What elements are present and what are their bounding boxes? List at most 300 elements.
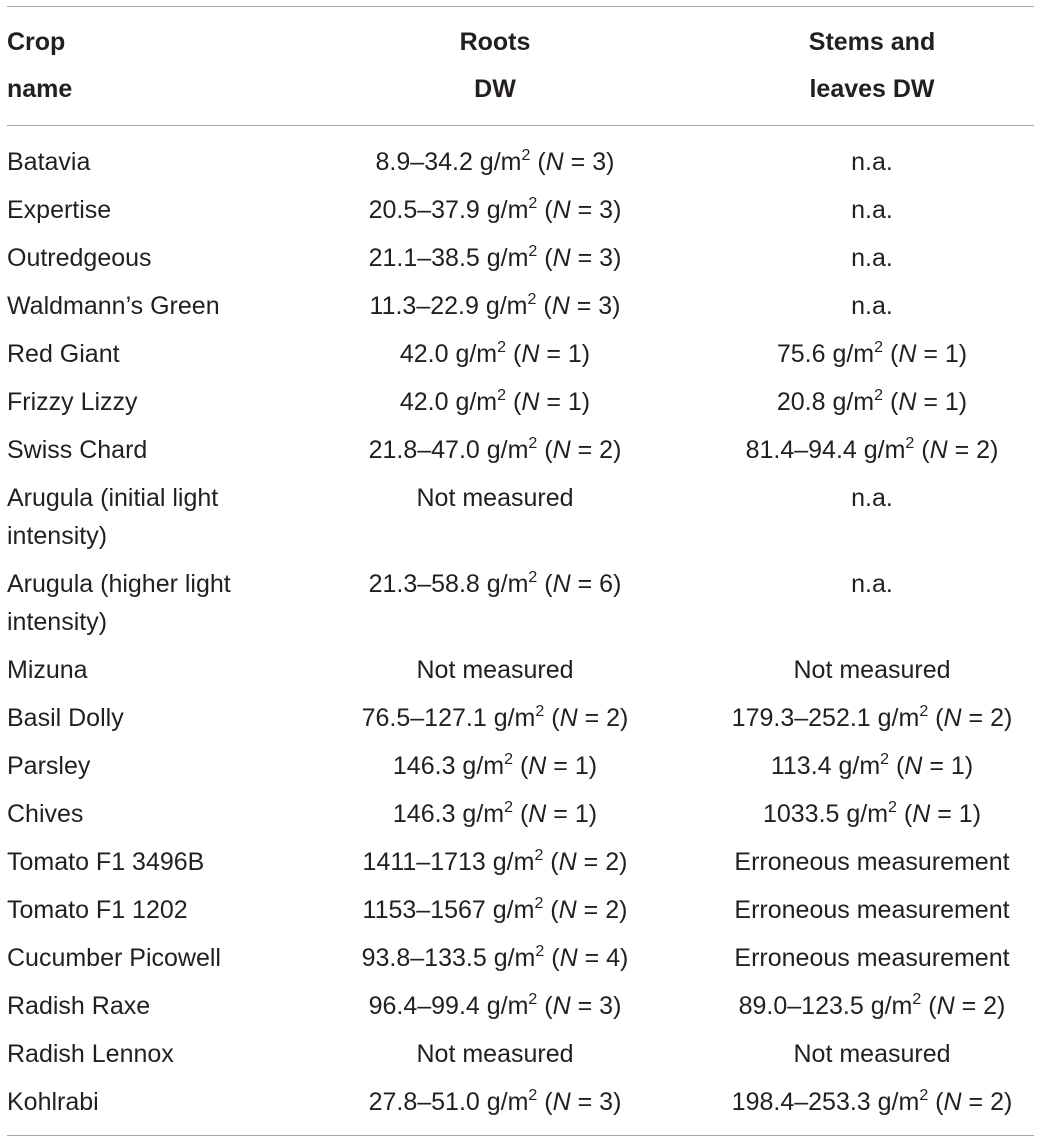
stems-value-text: 198.4–253.3 g/m: [731, 1088, 920, 1116]
paren-open: (: [921, 992, 937, 1020]
equals-sign: =: [930, 800, 959, 828]
paren-close: ): [613, 570, 622, 598]
sample-size-symbol: N: [521, 388, 540, 416]
sample-size-symbol: N: [559, 704, 578, 732]
paren-close: ): [964, 752, 974, 780]
equals-sign: =: [954, 992, 984, 1020]
cell-stems-leaves-dw: [710, 694, 1034, 742]
table-row: [7, 886, 1034, 934]
sample-size-symbol: N: [551, 292, 570, 320]
crop-name-line1: Arugula (higher light: [7, 570, 231, 598]
sample-size-value: 2: [990, 1088, 1004, 1116]
crop-name: Parsley: [7, 752, 91, 780]
roots-value-text: 146.3 g/m: [392, 800, 505, 828]
paren-close: ): [620, 704, 629, 732]
table-row: [7, 646, 1034, 694]
cell-crop-name: [7, 838, 280, 886]
sample-size-symbol: N: [552, 1088, 571, 1116]
paren-open: (: [506, 388, 522, 416]
stems-value-text: n.a.: [851, 148, 893, 176]
stems-value: [851, 196, 893, 224]
sample-size-value: 1: [958, 800, 973, 828]
crop-name: Frizzy Lizzy: [7, 388, 138, 416]
stems-value-text: n.a.: [851, 292, 893, 320]
roots-value: [363, 896, 628, 924]
table-row: [7, 934, 1034, 982]
roots-value-text: 21.8–47.0 g/m: [368, 436, 529, 464]
stems-value-text: n.a.: [851, 196, 893, 224]
unit-superscript: 2: [521, 147, 531, 164]
paren-open: (: [544, 944, 560, 972]
equals-sign: =: [916, 388, 945, 416]
sample-size-value: 1: [574, 800, 589, 828]
roots-value-text: 42.0 g/m: [399, 388, 498, 416]
cell-crop-name: [7, 186, 280, 234]
unit-superscript: 2: [919, 1087, 929, 1104]
roots-value-text: 76.5–127.1 g/m: [361, 704, 536, 732]
unit-superscript: 2: [528, 195, 538, 212]
sample-size-symbol: N: [552, 436, 571, 464]
crop-dry-weight-body: [7, 126, 1034, 1135]
cell-stems-leaves-dw: [710, 426, 1034, 474]
sample-size-symbol: N: [898, 388, 917, 416]
sample-size-value: 3: [599, 244, 614, 272]
stems-value-text: 1033.5 g/m: [762, 800, 889, 828]
header-roots-line2: DW: [474, 75, 516, 103]
sample-size-value: 4: [606, 944, 621, 972]
unit-superscript: 2: [912, 991, 922, 1008]
cell-stems-leaves-dw: [710, 790, 1034, 838]
paren-close: ): [588, 800, 598, 828]
paren-close: ): [581, 340, 591, 368]
sample-size-symbol: N: [559, 944, 578, 972]
header-crop-name: [7, 7, 280, 125]
paren-open: (: [530, 148, 546, 176]
unit-superscript: 2: [528, 991, 538, 1008]
paren-open: (: [889, 752, 905, 780]
paren-close: ): [613, 436, 622, 464]
paren-open: (: [883, 388, 899, 416]
cell-stems-leaves-dw: [710, 560, 1034, 646]
equals-sign: =: [570, 992, 600, 1020]
roots-value: [369, 1088, 622, 1116]
unit-superscript: 2: [888, 799, 897, 816]
stems-value-text: Erroneous measurement: [734, 896, 1010, 924]
table-row: [7, 330, 1034, 378]
stems-value-text: Not measured: [793, 656, 951, 684]
table-body: [7, 126, 1034, 1135]
cell-stems-leaves-dw: [710, 838, 1034, 886]
roots-value: [416, 1040, 573, 1068]
sample-size-symbol: N: [521, 340, 540, 368]
sample-size-symbol: N: [528, 800, 547, 828]
crop-name: Mizuna: [7, 656, 88, 684]
stems-value-text: n.a.: [851, 244, 893, 272]
equals-sign: =: [961, 1088, 991, 1116]
roots-value: [363, 848, 628, 876]
cell-crop-name: [7, 126, 280, 186]
equals-sign: =: [570, 196, 600, 224]
crop-name: Tomato F1 3496B: [7, 848, 205, 876]
paren-open: (: [914, 436, 930, 464]
crop-name: Radish Raxe: [7, 992, 151, 1020]
stems-value: [734, 896, 1009, 924]
crop-name: Outredgeous: [7, 244, 152, 272]
stems-value-text: n.a.: [851, 484, 893, 512]
crop-name: Swiss Chard: [7, 436, 148, 464]
sample-size-value: 2: [606, 704, 621, 732]
crop-name: Tomato F1 1202: [7, 896, 188, 924]
table-row: [7, 474, 1034, 560]
table-row: [7, 790, 1034, 838]
roots-value: [376, 148, 615, 176]
equals-sign: =: [577, 944, 607, 972]
cell-roots-dw: [280, 186, 710, 234]
roots-value-text: 146.3 g/m: [392, 752, 505, 780]
paren-open: (: [537, 1088, 553, 1116]
stems-value: [851, 570, 893, 598]
equals-sign: =: [922, 752, 951, 780]
paren-close: ): [619, 848, 628, 876]
roots-value: [362, 944, 629, 972]
crop-name-line2: intensity): [7, 522, 108, 550]
crop-name: Waldmann’s Green: [7, 292, 220, 320]
cell-stems-leaves-dw: [710, 646, 1034, 694]
cell-crop-name: [7, 646, 280, 694]
sample-size-symbol: N: [552, 570, 571, 598]
cell-roots-dw: [280, 126, 710, 186]
stems-value: [777, 388, 967, 416]
cell-crop-name: [7, 560, 280, 646]
stems-value: [734, 944, 1009, 972]
cell-crop-name: [7, 234, 280, 282]
crop-name: Red Giant: [7, 340, 120, 368]
paren-close: ): [613, 1088, 622, 1116]
sample-size-value: 3: [599, 992, 614, 1020]
sample-size-value: 1: [950, 752, 965, 780]
roots-value: [369, 244, 622, 272]
sample-size-value: 3: [599, 196, 614, 224]
unit-superscript: 2: [528, 569, 538, 586]
paren-open: (: [928, 1088, 944, 1116]
table-row: [7, 560, 1034, 646]
cell-stems-leaves-dw: [710, 1030, 1034, 1078]
table-row: [7, 282, 1034, 330]
unit-superscript: 2: [535, 943, 545, 960]
equals-sign: =: [570, 1088, 600, 1116]
cell-roots-dw: [280, 838, 710, 886]
sample-size-symbol: N: [552, 244, 571, 272]
equals-sign: =: [570, 436, 600, 464]
stems-value-text: Not measured: [793, 1040, 951, 1068]
unit-superscript: 2: [905, 435, 915, 452]
roots-value: [369, 992, 622, 1020]
roots-value-text: 21.1–38.5 g/m: [368, 244, 529, 272]
cell-crop-name: [7, 742, 280, 790]
roots-value-text: 93.8–133.5 g/m: [361, 944, 536, 972]
unit-superscript: 2: [504, 799, 513, 816]
crop-name: Cucumber Picowell: [7, 944, 221, 972]
cell-roots-dw: [280, 742, 710, 790]
cell-crop-name: [7, 694, 280, 742]
paren-close: ): [606, 148, 615, 176]
cell-stems-leaves-dw: [710, 934, 1034, 982]
unit-superscript: 2: [880, 751, 890, 768]
cell-roots-dw: [280, 234, 710, 282]
cell-roots-dw: [280, 694, 710, 742]
unit-superscript: 2: [534, 847, 544, 864]
stems-value-text: 75.6 g/m: [776, 340, 875, 368]
table-row: [7, 234, 1034, 282]
cell-crop-name: [7, 1030, 280, 1078]
table-row: [7, 1030, 1034, 1078]
roots-value: [370, 292, 621, 320]
roots-value: [369, 196, 622, 224]
table-row: [7, 426, 1034, 474]
sample-size-value: 2: [990, 704, 1004, 732]
sample-size-value: 3: [598, 292, 613, 320]
sample-size-value: 2: [605, 848, 620, 876]
cell-roots-dw: [280, 560, 710, 646]
roots-value: [369, 570, 622, 598]
equals-sign: =: [539, 388, 568, 416]
crop-name: Basil Dolly: [7, 704, 124, 732]
cell-roots-dw: [280, 1030, 710, 1078]
paren-close: ): [1003, 1088, 1013, 1116]
sample-size-symbol: N: [943, 1088, 962, 1116]
cell-crop-name: [7, 378, 280, 426]
unit-superscript: 2: [528, 1087, 538, 1104]
stems-value: [746, 436, 999, 464]
equals-sign: =: [961, 704, 991, 732]
paren-close: ): [581, 388, 591, 416]
table-row: [7, 186, 1034, 234]
equals-sign: =: [546, 752, 575, 780]
unit-superscript: 2: [504, 751, 513, 768]
roots-value: [400, 388, 590, 416]
stems-value: [771, 752, 973, 780]
cell-crop-name: [7, 790, 280, 838]
cell-stems-leaves-dw: [710, 1078, 1034, 1135]
sample-size-symbol: N: [558, 896, 577, 924]
cell-stems-leaves-dw: [710, 330, 1034, 378]
crop-dry-weight-table: [7, 7, 1034, 125]
paren-close: ): [588, 752, 598, 780]
unit-superscript: 2: [535, 703, 545, 720]
paren-open: (: [537, 570, 553, 598]
unit-superscript: 2: [497, 387, 507, 404]
stems-value-text: 179.3–252.1 g/m: [731, 704, 920, 732]
sample-size-value: 6: [599, 570, 614, 598]
header-stems-line2: leaves DW: [809, 75, 935, 103]
paren-close: ): [972, 800, 982, 828]
table-row: [7, 378, 1034, 426]
stems-value-text: Erroneous measurement: [734, 848, 1010, 876]
cell-roots-dw: [280, 378, 710, 426]
paren-open: (: [543, 896, 559, 924]
paren-close: ): [613, 244, 622, 272]
cell-crop-name: [7, 282, 280, 330]
roots-value-text: 20.5–37.9 g/m: [368, 196, 529, 224]
cell-stems-leaves-dw: [710, 282, 1034, 330]
roots-value-text: Not measured: [416, 484, 574, 512]
paren-open: (: [513, 800, 529, 828]
sample-size-symbol: N: [528, 752, 547, 780]
cell-roots-dw: [280, 474, 710, 560]
crop-name: Chives: [7, 800, 84, 828]
sample-size-value: 1: [574, 752, 589, 780]
crop-name-line2: intensity): [7, 608, 108, 636]
header-roots-dw: [280, 7, 710, 125]
crop-name: Batavia: [7, 148, 91, 176]
cell-stems-leaves-dw: [710, 742, 1034, 790]
roots-value: [416, 656, 573, 684]
paren-close: ): [958, 388, 968, 416]
roots-value-text: 1153–1567 g/m: [362, 896, 535, 924]
table-row: [7, 694, 1034, 742]
header-roots-line1: Roots: [459, 28, 531, 56]
paren-close: ): [613, 992, 622, 1020]
paren-close: ): [619, 896, 628, 924]
sample-size-value: 1: [567, 340, 582, 368]
equals-sign: =: [576, 848, 606, 876]
equals-sign: =: [947, 436, 977, 464]
paren-open: (: [537, 244, 553, 272]
roots-value: [369, 436, 622, 464]
cell-stems-leaves-dw: [710, 982, 1034, 1030]
paren-open: (: [513, 752, 529, 780]
crop-name: Expertise: [7, 196, 112, 224]
sample-size-value: 3: [592, 148, 607, 176]
equals-sign: =: [570, 570, 600, 598]
roots-value-text: 8.9–34.2 g/m: [375, 148, 522, 176]
equals-sign: =: [916, 340, 945, 368]
paren-close: ): [613, 196, 622, 224]
paren-close: ): [612, 292, 621, 320]
sample-size-symbol: N: [912, 800, 931, 828]
cell-roots-dw: [280, 982, 710, 1030]
stems-value: [732, 1088, 1013, 1116]
cell-stems-leaves-dw: [710, 234, 1034, 282]
sample-size-value: 1: [567, 388, 582, 416]
stems-value: [739, 992, 1006, 1020]
sample-size-symbol: N: [558, 848, 577, 876]
stems-value: [793, 1040, 950, 1068]
equals-sign: =: [576, 896, 606, 924]
roots-value: [416, 484, 573, 512]
unit-superscript: 2: [528, 435, 538, 452]
sample-size-symbol: N: [904, 752, 923, 780]
table-row: [7, 982, 1034, 1030]
cell-stems-leaves-dw: [710, 378, 1034, 426]
sample-size-symbol: N: [898, 340, 917, 368]
stems-value-text: 81.4–94.4 g/m: [745, 436, 906, 464]
cell-roots-dw: [280, 426, 710, 474]
paren-close: ): [997, 992, 1006, 1020]
cell-roots-dw: [280, 934, 710, 982]
sample-size-symbol: N: [929, 436, 948, 464]
stems-value: [763, 800, 981, 828]
stems-value: [777, 340, 967, 368]
cell-roots-dw: [280, 646, 710, 694]
sample-size-value: 1: [944, 340, 959, 368]
stems-value: [734, 848, 1009, 876]
unit-superscript: 2: [528, 243, 538, 260]
cell-stems-leaves-dw: [710, 886, 1034, 934]
cell-roots-dw: [280, 886, 710, 934]
equals-sign: =: [570, 244, 600, 272]
stems-value-text: n.a.: [851, 570, 893, 598]
cell-roots-dw: [280, 330, 710, 378]
header-crop-line2: name: [7, 75, 73, 103]
unit-superscript: 2: [874, 339, 884, 356]
paren-close: ): [958, 340, 968, 368]
sample-size-symbol: N: [936, 992, 955, 1020]
sample-size-value: 1: [944, 388, 959, 416]
equals-sign: =: [569, 292, 599, 320]
sample-size-symbol: N: [545, 148, 564, 176]
paren-open: (: [506, 340, 522, 368]
table-row: [7, 838, 1034, 886]
stems-value-text: 113.4 g/m: [770, 752, 881, 780]
data-table-wrapper: [7, 6, 1034, 1136]
sample-size-value: 2: [599, 436, 614, 464]
stems-value: [851, 244, 893, 272]
sample-size-symbol: N: [552, 992, 571, 1020]
paren-open: (: [536, 292, 552, 320]
sample-size-value: 2: [605, 896, 620, 924]
cell-crop-name: [7, 330, 280, 378]
paren-open: (: [543, 848, 559, 876]
crop-name: Radish Lennox: [7, 1040, 174, 1068]
roots-value: [362, 704, 629, 732]
cell-roots-dw: [280, 790, 710, 838]
stems-value: [793, 656, 950, 684]
header-stems-line1: Stems and: [808, 28, 936, 56]
stems-value-text: Erroneous measurement: [734, 944, 1010, 972]
paren-open: (: [537, 992, 553, 1020]
stems-value: [851, 148, 893, 176]
stems-value: [851, 484, 893, 512]
roots-value-text: 1411–1713 g/m: [362, 848, 535, 876]
roots-value-text: Not measured: [416, 656, 574, 684]
paren-open: (: [537, 436, 553, 464]
cell-stems-leaves-dw: [710, 186, 1034, 234]
equals-sign: =: [563, 148, 593, 176]
cell-stems-leaves-dw: [710, 126, 1034, 186]
stems-value-text: 20.8 g/m: [776, 388, 875, 416]
paren-open: (: [883, 340, 899, 368]
paren-open: (: [537, 196, 553, 224]
table-row: [7, 742, 1034, 790]
paren-open: (: [896, 800, 913, 828]
cell-crop-name: [7, 426, 280, 474]
roots-value: [400, 340, 590, 368]
roots-value: [393, 752, 597, 780]
cell-crop-name: [7, 474, 280, 560]
roots-value: [393, 800, 597, 828]
header-crop-line1: Crop: [7, 28, 66, 56]
table-row: [7, 126, 1034, 186]
sample-size-symbol: N: [552, 196, 571, 224]
crop-name-line1: Arugula (initial light: [7, 484, 219, 512]
equals-sign: =: [539, 340, 568, 368]
roots-value-text: 11.3–22.9 g/m: [369, 292, 528, 320]
unit-superscript: 2: [497, 339, 507, 356]
paren-close: ): [620, 944, 629, 972]
header-stems-leaves-dw: [710, 7, 1034, 125]
roots-value-text: 96.4–99.4 g/m: [368, 992, 529, 1020]
